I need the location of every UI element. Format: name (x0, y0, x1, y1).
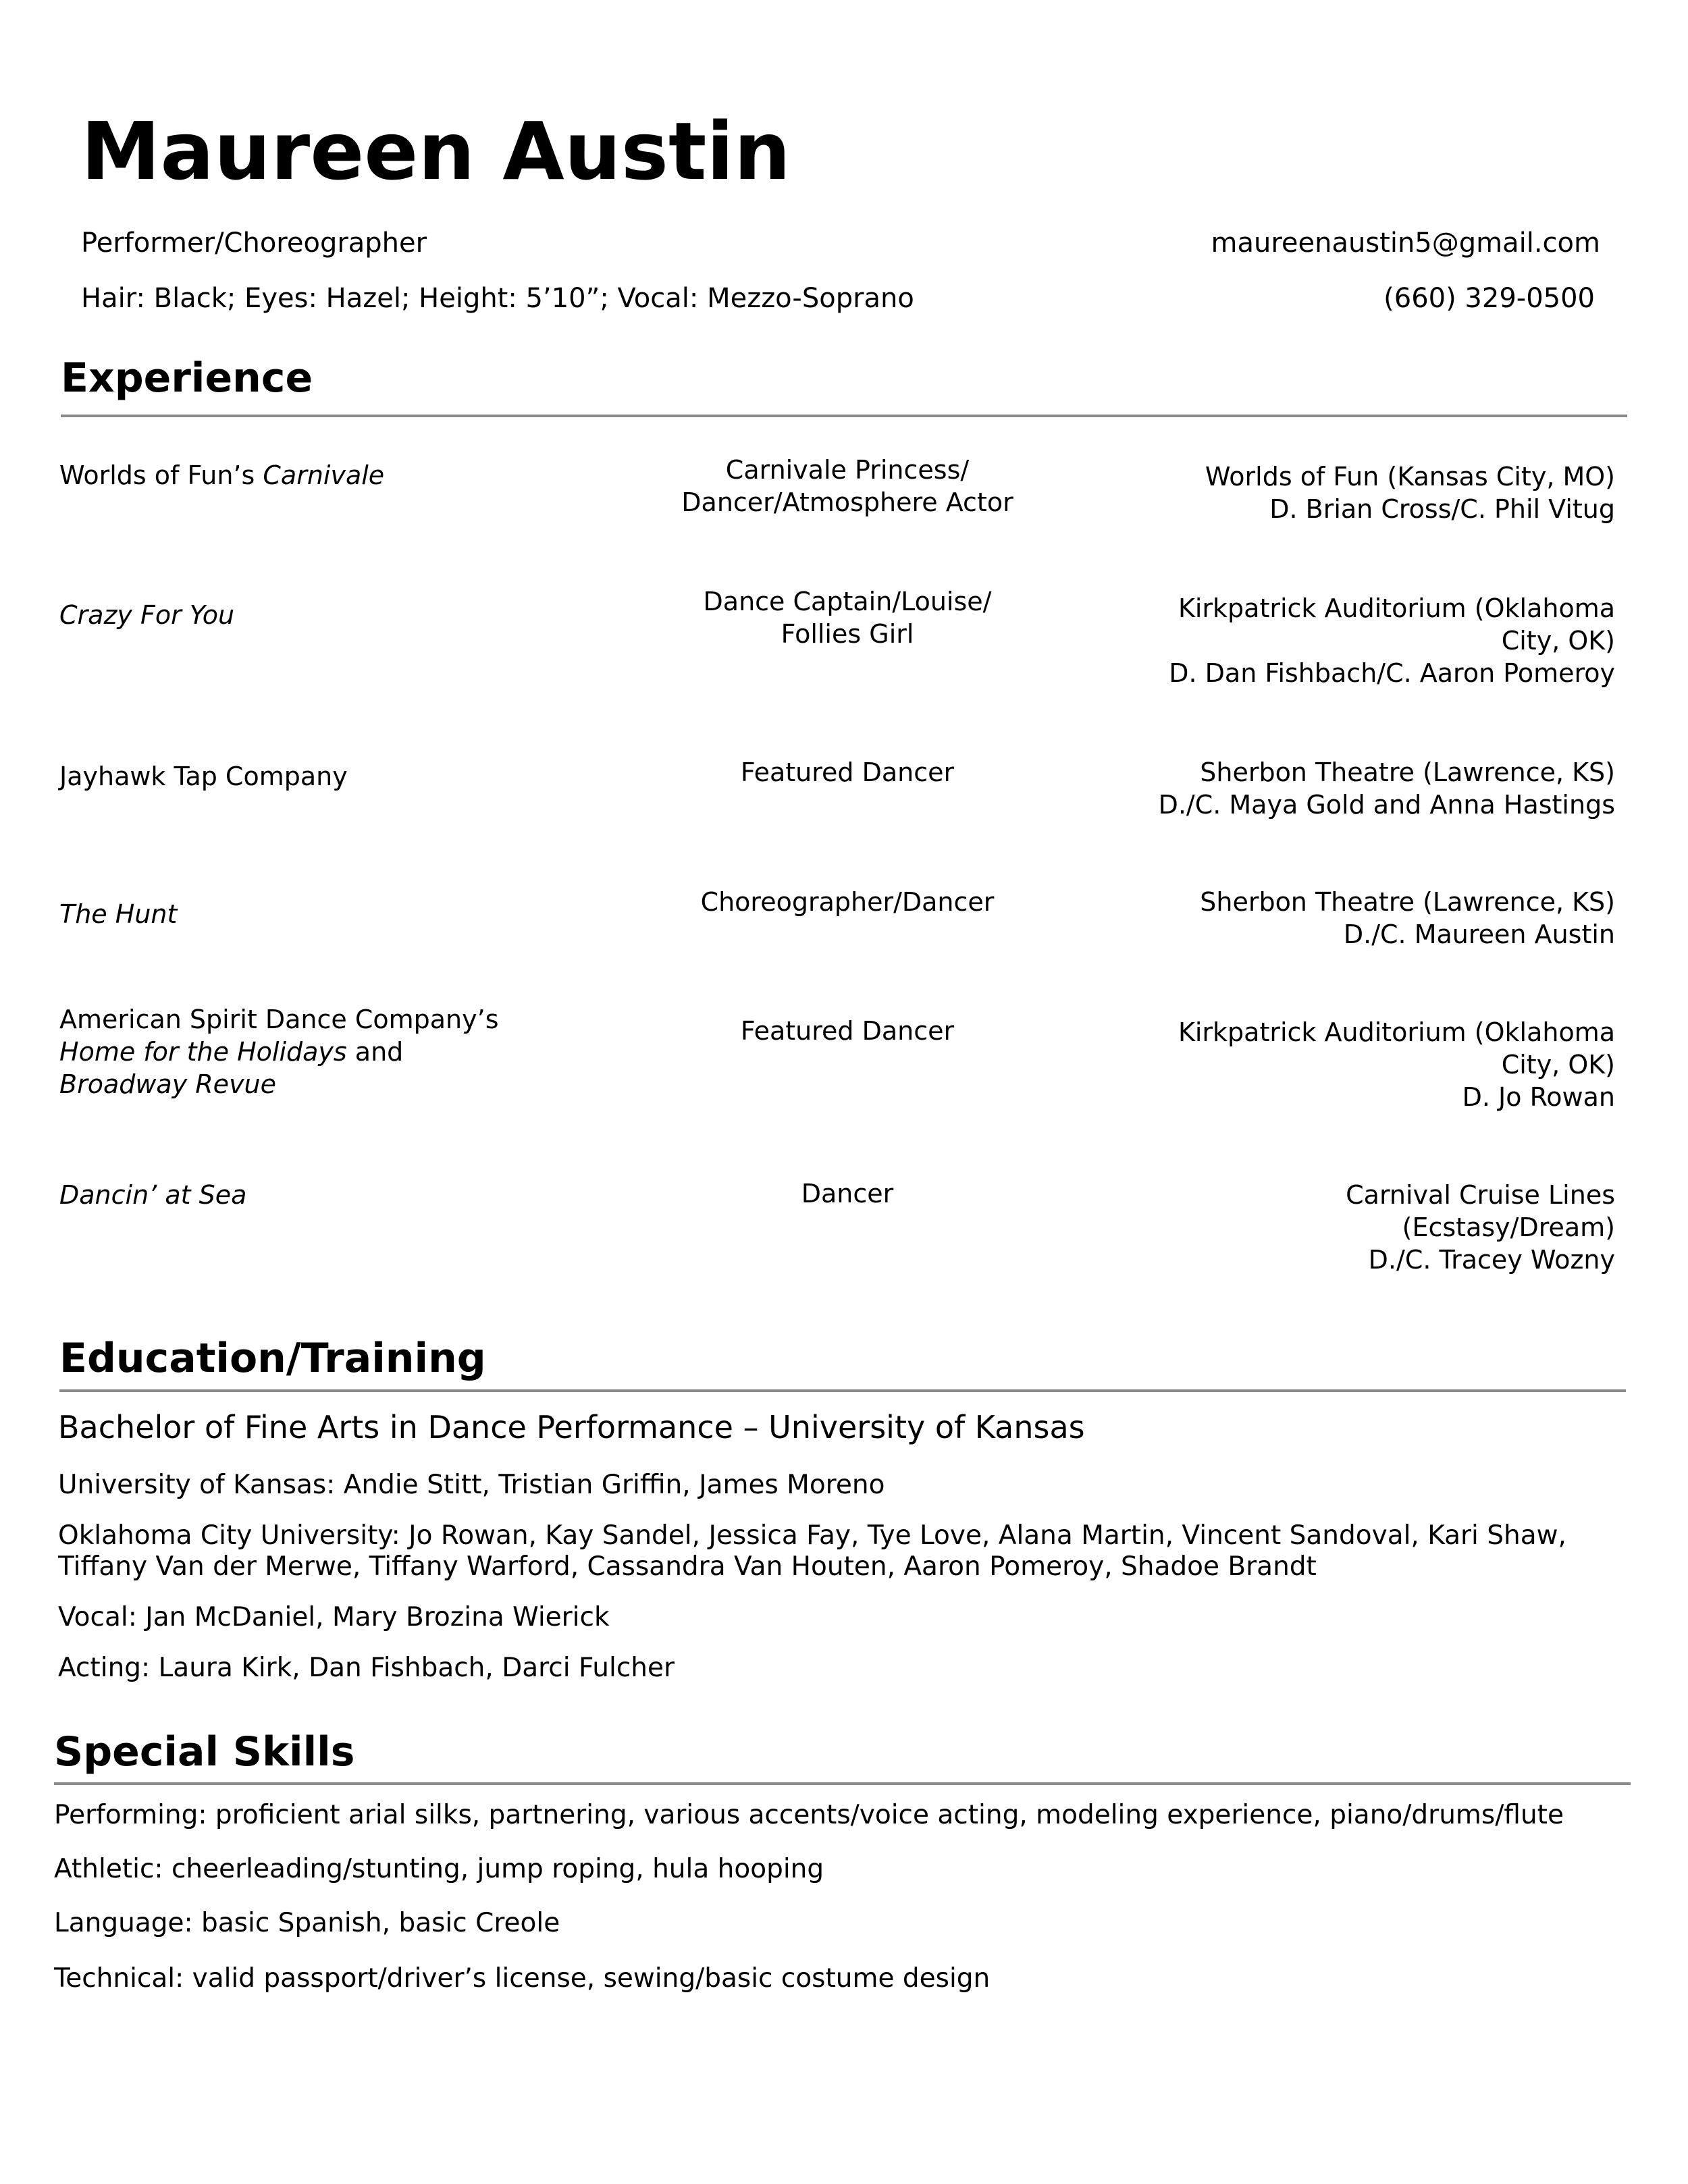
venue-credits: Kirkpatrick Auditorium (Oklahoma City, OK) D. Dan Fishbach/C. Aaron Pomeroy (1169, 593, 1615, 688)
resume-name: Maureen Austin (81, 105, 791, 198)
role: Featured Dancer (740, 757, 955, 787)
production-title: Jayhawk Tap Company (59, 762, 348, 791)
venue-credits: Sherbon Theatre (Lawrence, KS) D./C. Maya Gold and Anna Hastings (1158, 757, 1615, 820)
skill-performing: Performing: proficient arial silks, partnering, various accents/voice acting, modeling experience, piano/drums/flute (54, 1800, 1564, 1830)
physical-stats: Hair: Black; Eyes: Hazel; Height: 5’10”; Vocal: Mezzo-Soprano (81, 283, 914, 314)
skill-technical: Technical: valid passport/driver’s license, sewing/basic costume design (54, 1963, 991, 1994)
venue-credits: Sherbon Theatre (Lawrence, KS) D./C. Maureen Austin (1200, 887, 1615, 949)
experience-divider (61, 415, 1627, 417)
venue-credits: Carnival Cruise Lines (Ecstasy/Dream) D./C. Tracey Wozny (1346, 1180, 1615, 1275)
skill-athletic: Athletic: cheerleading/stunting, jump roping, hula hooping (54, 1854, 824, 1884)
production-title: Worlds of Fun’s Carnivale (59, 460, 385, 490)
skills-divider (54, 1782, 1631, 1785)
production-title: American Spirit Dance Company’s Home for the Holidays and Broadway Revue (59, 1005, 499, 1099)
role: Featured Dancer (740, 1016, 955, 1046)
training-vocal: Vocal: Jan McDaniel, Mary Brozina Wierick (58, 1602, 610, 1632)
role: Carnivale Princess/ Dancer/Atmosphere Actor (681, 455, 1013, 517)
skill-language: Language: basic Spanish, basic Creole (54, 1908, 560, 1938)
role: Dancer (801, 1179, 894, 1208)
venue-credits: Kirkpatrick Auditorium (Oklahoma City, OK) D. Jo Rowan (1178, 1017, 1615, 1112)
professional-title: Performer/Choreographer (81, 228, 427, 259)
production-title: Dancin’ at Sea (59, 1180, 247, 1210)
training-ku: University of Kansas: Andie Stitt, Tristian Griffin, James Moreno (58, 1470, 885, 1500)
phone-number: (660) 329-0500 (1383, 283, 1595, 314)
skills-heading: Special Skills (54, 1728, 355, 1776)
education-heading: Education/Training (59, 1335, 486, 1382)
experience-heading: Experience (61, 354, 313, 402)
venue-credits: Worlds of Fun (Kansas City, MO) D. Brian Cross/C. Phil Vitug (1205, 462, 1615, 524)
email-address: maureenaustin5@gmail.com (1211, 228, 1600, 259)
production-title: Crazy For You (59, 600, 235, 630)
degree-line: Bachelor of Fine Arts in Dance Performance – University of Kansas (58, 1409, 1085, 1445)
training-ocu: Oklahoma City University: Jo Rowan, Kay Sandel, Jessica Fay, Tye Love, Alana Martin, Vincent Sandoval, Kari Shaw, Tiffany Van der Merwe, Tiffany Warford, Cassandra Van Houten, Aaron Pomeroy, Shadoe Brandt (58, 1520, 1566, 1582)
education-divider (59, 1389, 1626, 1392)
role: Choreographer/Dancer (700, 887, 995, 917)
production-title: The Hunt (59, 899, 178, 929)
training-acting: Acting: Laura Kirk, Dan Fishbach, Darci Fulcher (58, 1653, 675, 1683)
role: Dance Captain/Louise/ Follies Girl (703, 587, 992, 649)
